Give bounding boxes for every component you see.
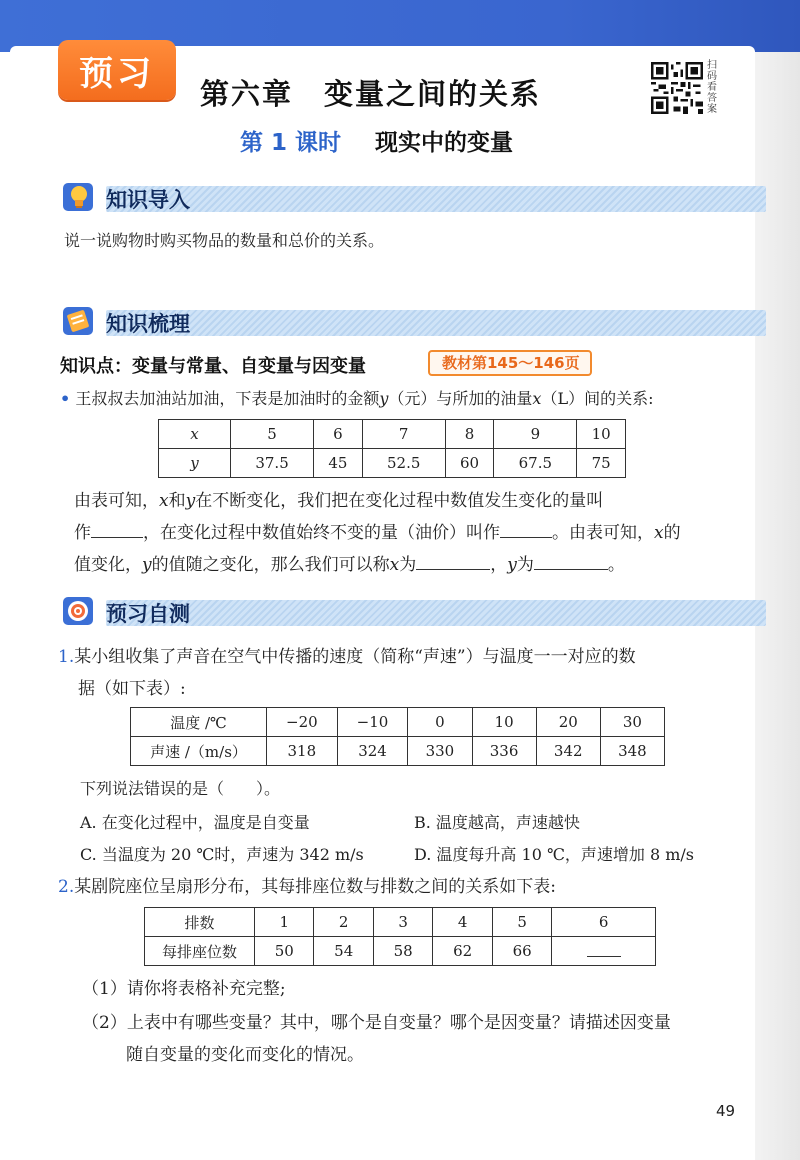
section-title: 知识导入 — [106, 188, 190, 212]
sub-question-2-line-1: （2）上表中有哪些变量？其中，哪个是自变量？哪个是因变量？请描述因变量 — [82, 1013, 671, 1033]
table-cell: 6 — [314, 420, 363, 449]
option-c[interactable]: C. 当温度为 20 ℃时，声速为 342 m/s — [80, 845, 364, 864]
answer-blank[interactable] — [500, 537, 552, 538]
lightbulb-icon — [62, 180, 96, 214]
section-stripe — [106, 310, 766, 336]
table-cell: 1 — [255, 908, 314, 937]
sub-question-1: （1）请你将表格补充完整; — [82, 979, 286, 999]
fuel-intro: • 王叔叔去加油站加油，下表是加油时的金额y（元）与所加的油量x（L）间的关系: — [60, 389, 654, 408]
table-cell: 52.5 — [362, 449, 445, 478]
table-cell: 0 — [408, 708, 472, 737]
table-cell: 67.5 — [494, 449, 577, 478]
lesson-name: 现实中的变量 — [375, 130, 514, 156]
preview-badge: 预习 — [58, 40, 176, 100]
table-cell: 7 — [362, 420, 445, 449]
table-cell: 10 — [577, 420, 626, 449]
question-1-line-1: 1.某小组收集了声音在空气中传播的速度（简称“声速”）与温度一一对应的数 — [58, 647, 636, 667]
question-number: 1. — [58, 647, 75, 667]
table-cell: −10 — [337, 708, 408, 737]
explain-line-3: 值变化，y的值随之变化，那么我们可以称x为 ，y为 。 — [74, 555, 625, 575]
explain-line-1: 由表可知，x和y在不断变化，我们把在变化过程中数值发生变化的量叫 — [74, 491, 604, 511]
notebook-icon — [62, 304, 96, 338]
table-cell: 8 — [445, 420, 494, 449]
row-header: 排数 — [145, 908, 255, 937]
intro-text: 说一说购物时购买物品的数量和总价的关系。 — [64, 231, 385, 250]
option-a[interactable]: A. 在变化过程中，温度是自变量 — [80, 813, 310, 832]
table-cell: 75 — [577, 449, 626, 478]
row-header: 温度 /℃ — [131, 708, 267, 737]
table-cell: 54 — [314, 937, 373, 966]
question-2-line-1: 2.某剧院座位呈扇形分布，其每排座位数与排数之间的关系如下表: — [58, 877, 556, 897]
answer-blank[interactable] — [91, 537, 143, 538]
table-cell: 336 — [472, 737, 536, 766]
answer-blank[interactable] — [587, 941, 621, 957]
section-stripe — [106, 600, 766, 626]
bullet-dot: • — [60, 389, 71, 408]
table-cell: 4 — [433, 908, 492, 937]
section-knowledge-intro — [62, 180, 762, 214]
table-cell: 60 — [445, 449, 494, 478]
table-cell: 348 — [600, 737, 664, 766]
table-cell: 324 — [337, 737, 408, 766]
chapter-title: 第六章 变量之间的关系 — [200, 77, 542, 111]
explain-line-2: 作 ，在变化过程中数值始终不变的量（油价）叫作 。由表可知，x的 — [74, 523, 681, 543]
section-title: 预习自测 — [106, 602, 190, 626]
table-cell: 30 — [600, 708, 664, 737]
table-cell: 6 — [552, 908, 656, 937]
table-cell: 318 — [267, 737, 338, 766]
option-d[interactable]: D. 温度每升高 10 ℃，声速增加 8 m/s — [414, 845, 694, 864]
question-1-prompt: 下列说法错误的是（ ）。 — [80, 779, 281, 798]
row-header: 每排座位数 — [145, 937, 255, 966]
table-cell: 20 — [536, 708, 600, 737]
page-number: 49 — [716, 1102, 736, 1120]
answer-blank[interactable] — [416, 569, 490, 570]
target-icon — [62, 594, 96, 628]
qr-code-icon[interactable] — [651, 62, 703, 114]
table-cell: 3 — [373, 908, 432, 937]
table-cell: 5 — [231, 420, 314, 449]
table-cell: 45 — [314, 449, 363, 478]
fuel-table: x 5 6 7 8 9 10 y 37.5 45 52.5 60 67.5 75 — [158, 419, 626, 478]
table-cell: −20 — [267, 708, 338, 737]
row-header: 声速 /（m/s） — [131, 737, 267, 766]
lesson-title — [240, 124, 513, 157]
theater-seats-table — [144, 907, 656, 966]
textbook-page-tag: 教材第145～146页 — [428, 350, 592, 376]
sub-question-2-line-2: 随自变量的变化而变化的情况。 — [126, 1045, 364, 1065]
table-cell: 2 — [314, 908, 373, 937]
table-cell: 9 — [494, 420, 577, 449]
table-cell: 50 — [255, 937, 314, 966]
table-cell: 10 — [472, 708, 536, 737]
table-cell: 37.5 — [231, 449, 314, 478]
table-cell: 62 — [433, 937, 492, 966]
question-1-line-2: 据（如下表）: — [78, 679, 186, 699]
answer-blank[interactable] — [534, 569, 608, 570]
section-stripe — [106, 186, 766, 212]
table-cell: 66 — [492, 937, 551, 966]
sound-speed-table — [130, 707, 665, 766]
question-number: 2. — [58, 877, 75, 897]
knowledge-point-title: 知识点：变量与常量、自变量与因变量 — [60, 356, 366, 377]
table-cell: 330 — [408, 737, 472, 766]
table-cell: 342 — [536, 737, 600, 766]
section-title: 知识梳理 — [106, 312, 190, 336]
answer-cell-blank[interactable] — [552, 937, 656, 966]
table-cell: 5 — [492, 908, 551, 937]
table-cell: 58 — [373, 937, 432, 966]
section-knowledge-review — [62, 304, 762, 338]
section-preview-test — [62, 594, 762, 628]
qr-caption: 扫码看答案 — [707, 60, 717, 115]
lesson-number: 第 1 课时 — [240, 130, 342, 156]
option-b[interactable]: B. 温度越高，声速越快 — [414, 813, 580, 832]
